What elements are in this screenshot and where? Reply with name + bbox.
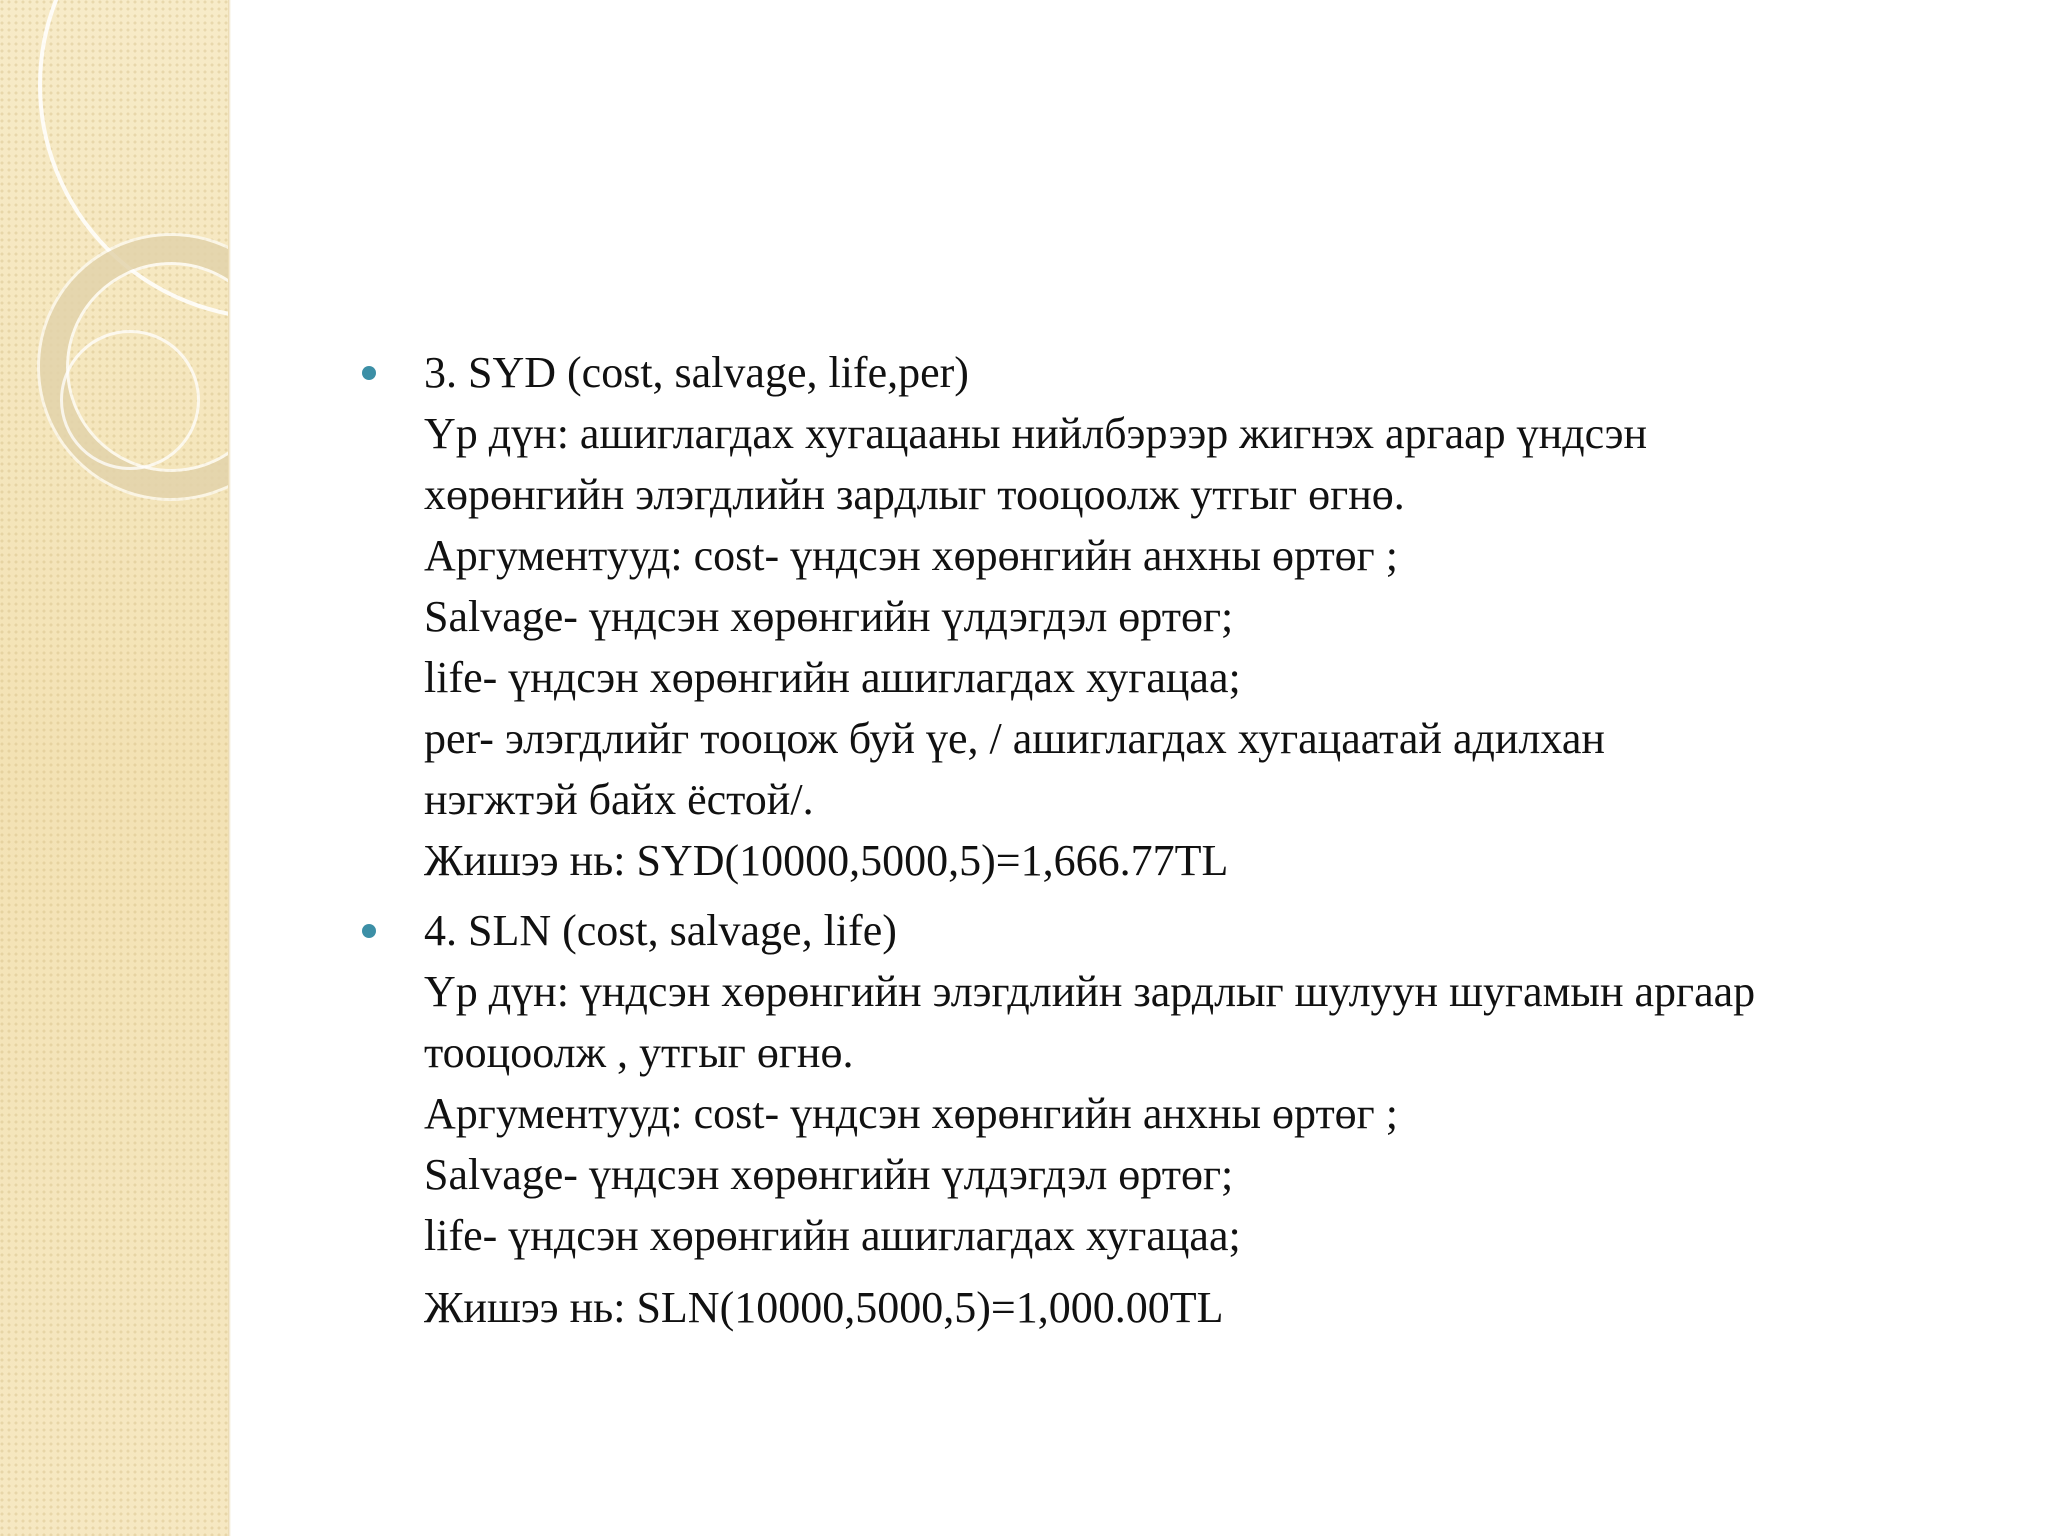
- bullet-dot-icon: [362, 366, 376, 380]
- syd-argument-cost: Аргументууд: cost- үндсэн хөрөнгийн анхны өртөг ;: [424, 531, 1398, 580]
- syd-argument-salvage: Salvage- үндсэн хөрөнгийн үлдэгдэл өртөг;: [424, 592, 1234, 641]
- sln-result-line-2: тооцоолж , утгыг өгнө.: [424, 1028, 854, 1077]
- sln-result-line-1: Үр дүн: үндсэн хөрөнгийн элэгдлийн зардлыг шулуун шугамын аргаар: [424, 967, 1756, 1016]
- syd-argument-life: life- үндсэн хөрөнгийн ашиглагдах хугацаа;: [424, 653, 1241, 702]
- syd-example: Жишээ нь: SYD(10000,5000,5)=1,666.77TL: [424, 836, 1229, 885]
- sln-argument-salvage: Salvage- үндсэн хөрөнгийн үлдэгдэл өртөг;: [424, 1150, 1234, 1199]
- sln-example: Жишээ нь: SLN(10000,5000,5)=1,000.00TL: [424, 1283, 1224, 1332]
- syd-result-line-1: Үр дүн: ашиглагдах хугацааны нийлбэрээр жигнэх аргаар үндсэн: [424, 409, 1648, 458]
- decorative-side-band: [0, 0, 228, 1536]
- side-band-edge: [228, 0, 231, 1536]
- sln-argument-cost: Аргументууд: cost- үндсэн хөрөнгийн анхны өртөг ;: [424, 1089, 1398, 1138]
- decorative-ring-small: [60, 330, 200, 470]
- bullet-item-syd: [362, 342, 2022, 891]
- syd-argument-per-line-2: нэгжтэй байх ёстой/.: [424, 775, 814, 824]
- syd-heading: 3. SYD (cost, salvage, life,per): [424, 348, 969, 397]
- slide-body: [362, 342, 2022, 1338]
- sln-argument-life: life- үндсэн хөрөнгийн ашиглагдах хугацаа;: [424, 1211, 1241, 1260]
- bullet-item-sln: [362, 900, 2022, 1338]
- syd-argument-per-line-1: per- элэгдлийг тооцож буй үе, / ашиглагдах хугацаатай адилхан: [424, 714, 1605, 763]
- syd-result-line-2: хөрөнгийн элэгдлийн зардлыг тооцоолж утгыг өгнө.: [424, 470, 1405, 519]
- sln-heading: 4. SLN (cost, salvage, life): [424, 906, 897, 955]
- bullet-dot-icon: [362, 924, 376, 938]
